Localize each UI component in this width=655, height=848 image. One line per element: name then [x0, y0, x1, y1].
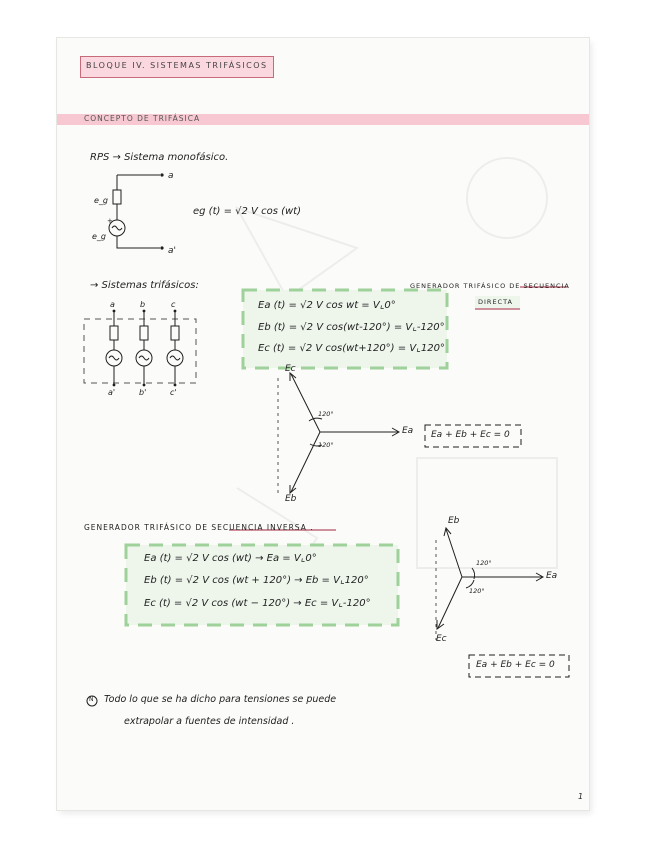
inversa-eq-c: Ec (t) = √2 V cos (wt − 120°) → Ec = V⌞-120° [144, 598, 371, 609]
mono-circuit [109, 175, 160, 248]
directa-phasor-eb: Eb [285, 494, 297, 504]
node-aprime-label: a' [168, 246, 176, 256]
directa-eq-c: Ec (t) = √2 V cos(wt+120°) = V⌞120° [258, 343, 445, 354]
inversa-eq-b: Eb (t) = √2 V cos (wt + 120°) → Eb = V⌞120° [144, 575, 369, 586]
node-a-label: a [168, 171, 174, 181]
tri-bottom-label-a: a' [108, 388, 116, 397]
directa-heading: GENERADOR TRIFÁSICO DE SECUENCIA [410, 282, 570, 290]
tri-top-label-c: c [171, 300, 176, 309]
phasor-inversa [436, 528, 569, 677]
note-line-2: extrapolar a fuentes de intensidad . [124, 716, 295, 727]
directa-eq-b: Eb (t) = √2 V cos(wt-120°) = V⌞-120° [258, 322, 445, 333]
inversa-heading: GENERADOR TRIFÁSICO DE SECUENCIA INVERSA . [84, 523, 314, 532]
tri-circuit [84, 312, 196, 384]
rps-line: RPS → Sistema monofásico. [90, 152, 229, 163]
tri-bottom-label-b: b' [139, 388, 147, 397]
directa-eq-a: Ea (t) = √2 V cos wt = V⌞0° [258, 300, 396, 311]
inversa-angle-2: 120° [469, 587, 485, 595]
plus-sign: + [107, 217, 113, 225]
source-label-top: e_g [94, 196, 108, 205]
inversa-phasor-ec: Ec [436, 634, 447, 644]
note-mark: N [89, 696, 94, 703]
inversa-eq-a: Ea (t) = √2 V cos (wt) → Ea = V⌞0° [144, 553, 317, 564]
node-aprime-dot [160, 246, 163, 249]
tri-top-label-a: a [110, 300, 115, 309]
directa-heading-2: DIRECTA [478, 298, 513, 306]
tri-top-label-b: b [140, 300, 146, 309]
directa-sum: Ea + Eb + Ec = 0 [431, 430, 510, 440]
directa-angle-1: 120° [318, 410, 334, 418]
inversa-phasor-eb: Eb [448, 516, 460, 526]
node-a-dot [160, 173, 163, 176]
directa-angle-2: 120° [318, 441, 334, 449]
inversa-phasor-ea: Ea [546, 571, 558, 581]
mono-equation: eg (t) = √2 V cos (wt) [193, 206, 301, 217]
directa-phasor-ea: Ea [402, 426, 414, 436]
tri-line: → Sistemas trifásicos: [90, 280, 199, 291]
source-label-bottom: e_g [92, 232, 106, 241]
inversa-angle-1: 120° [476, 559, 492, 567]
note-line-1: Todo lo que se ha dicho para tensiones se puede [104, 694, 337, 705]
tri-bottom-label-c: c' [170, 388, 177, 397]
directa-phasor-ec: Ec [285, 364, 296, 374]
section-heading-concepto: CONCEPTO DE TRIFÁSICA [84, 114, 201, 123]
page-number: 1 [578, 792, 584, 801]
page-title: BLOQUE IV. SISTEMAS TRIFÁSICOS [86, 61, 268, 70]
inversa-sum: Ea + Eb + Ec = 0 [476, 660, 555, 670]
